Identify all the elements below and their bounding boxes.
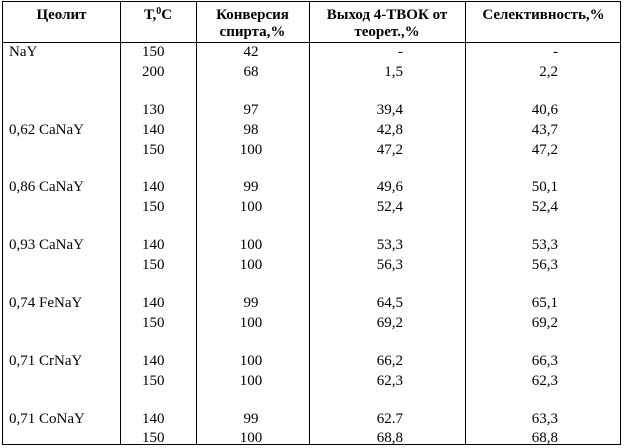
cell-selectivity: 40,6 bbox=[531, 102, 558, 118]
cell-selectivity: 69,2 bbox=[531, 315, 558, 331]
cell-yield: 39,4 bbox=[376, 102, 403, 118]
column-divider bbox=[196, 2, 197, 444]
header-yield: Выход 4-ТВОК от теорет.,% bbox=[326, 7, 448, 40]
column-divider bbox=[120, 2, 121, 444]
cell-selectivity: 53,3 bbox=[531, 237, 558, 253]
cell-conversion: 68 bbox=[243, 64, 259, 80]
cell-temperature: 150 bbox=[142, 257, 165, 273]
column-divider bbox=[465, 2, 466, 444]
cell-temperature: 140 bbox=[142, 179, 165, 195]
cell-conversion: 100 bbox=[239, 142, 263, 158]
cell-zeolite: 0,71 CoNaY bbox=[9, 411, 85, 427]
cell-temperature: 150 bbox=[142, 373, 165, 389]
cell-conversion: 99 bbox=[243, 179, 259, 195]
cell-conversion: 100 bbox=[239, 257, 263, 273]
cell-conversion: 42 bbox=[243, 44, 259, 60]
cell-temperature: 150 bbox=[142, 430, 165, 446]
cell-selectivity: 50,1 bbox=[531, 179, 558, 195]
cell-zeolite: 0,86 CaNaY bbox=[9, 179, 84, 195]
cell-temperature: 150 bbox=[142, 142, 165, 158]
cell-selectivity: 52,4 bbox=[531, 199, 558, 215]
cell-temperature: 200 bbox=[142, 64, 165, 80]
cell-conversion: 99 bbox=[243, 295, 259, 311]
cell-yield: 53,3 bbox=[376, 237, 403, 253]
cell-yield: 66,2 bbox=[376, 353, 403, 369]
cell-temperature: 140 bbox=[142, 295, 165, 311]
cell-yield: 42,8 bbox=[376, 122, 403, 138]
cell-temperature: 140 bbox=[142, 353, 165, 369]
results-table bbox=[2, 1, 621, 445]
cell-yield: 1,5 bbox=[384, 64, 403, 80]
cell-conversion: 100 bbox=[239, 373, 263, 389]
cell-selectivity: 68,8 bbox=[531, 430, 558, 446]
cell-yield: 69,2 bbox=[376, 315, 403, 331]
cell-zeolite: 0,71 CrNaY bbox=[9, 353, 83, 369]
cell-selectivity: 66,3 bbox=[531, 353, 558, 369]
cell-temperature: 150 bbox=[142, 315, 165, 331]
cell-yield: 47,2 bbox=[376, 142, 403, 158]
cell-selectivity: - bbox=[553, 44, 558, 60]
cell-yield: 52,4 bbox=[376, 199, 403, 215]
cell-conversion: 100 bbox=[239, 430, 263, 446]
cell-selectivity: 56,3 bbox=[531, 257, 558, 273]
cell-selectivity: 2,2 bbox=[539, 64, 558, 80]
cell-selectivity: 65,1 bbox=[531, 295, 558, 311]
cell-yield: 64,5 bbox=[376, 295, 403, 311]
cell-temperature: 150 bbox=[142, 199, 165, 215]
cell-selectivity: 62,3 bbox=[531, 373, 558, 389]
cell-zeolite: 0,62 CaNaY bbox=[9, 122, 84, 138]
cell-temperature: 140 bbox=[142, 237, 165, 253]
cell-zeolite: 0,74 FeNaY bbox=[9, 295, 83, 311]
cell-conversion: 98 bbox=[243, 122, 259, 138]
cell-temperature: 150 bbox=[142, 44, 165, 60]
cell-yield: 62.7 bbox=[376, 411, 403, 427]
cell-temperature: 130 bbox=[142, 102, 165, 118]
cell-selectivity: 63,3 bbox=[531, 411, 558, 427]
header-temperature: Т,$^0$С bbox=[143, 6, 173, 23]
cell-selectivity: 43,7 bbox=[531, 122, 558, 138]
cell-conversion: 99 bbox=[243, 411, 259, 427]
cell-conversion: 100 bbox=[239, 199, 263, 215]
column-divider bbox=[309, 2, 310, 444]
cell-temperature: 140 bbox=[142, 411, 165, 427]
cell-temperature: 140 bbox=[142, 122, 165, 138]
cell-zeolite: NaY bbox=[9, 44, 38, 60]
cell-yield: 68,8 bbox=[376, 430, 403, 446]
cell-yield: 62,3 bbox=[376, 373, 403, 389]
cell-yield: 49,6 bbox=[376, 179, 403, 195]
cell-yield: - bbox=[398, 44, 403, 60]
cell-yield: 56,3 bbox=[376, 257, 403, 273]
cell-selectivity: 47,2 bbox=[531, 142, 558, 158]
cell-conversion: 97 bbox=[243, 102, 259, 118]
cell-conversion: 100 bbox=[239, 353, 263, 369]
header-conversion: Конверсия спирта,% bbox=[216, 7, 289, 40]
cell-conversion: 100 bbox=[239, 237, 263, 253]
cell-conversion: 100 bbox=[239, 315, 263, 331]
header-divider bbox=[3, 42, 620, 43]
cell-zeolite: 0,93 CaNaY bbox=[9, 237, 84, 253]
header-selectivity: Селективность,% bbox=[482, 7, 605, 23]
header-zeolite: Цеолит bbox=[36, 7, 87, 23]
